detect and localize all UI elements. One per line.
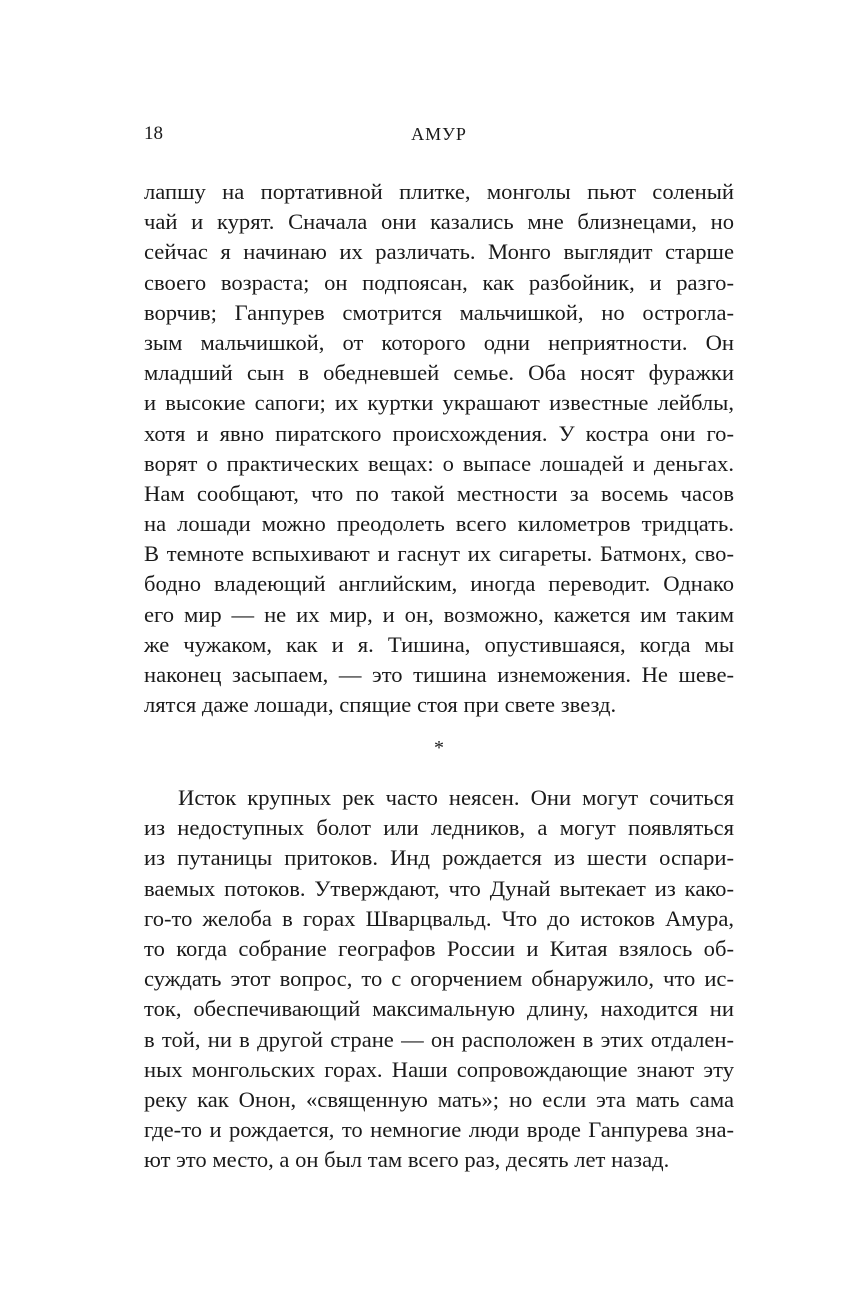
text-line: лятся даже лошади, спящие стоя при свете звезд. xyxy=(144,692,617,718)
text-line: своего возраста; он подпоясан, как разбойник, и разго- xyxy=(144,269,734,295)
page-number: 18 xyxy=(144,123,163,144)
text-line: то когда собрание географов России и Китая взялось об- xyxy=(144,935,734,961)
text-line: же чужаком, как и я. Тишина, опустившаяся, когда мы xyxy=(144,631,734,657)
text-line: бодно владеющий английским, иногда переводит. Однако xyxy=(144,571,734,597)
text-line: ворят о практических вещах: о выпасе лошадей и деньгах. xyxy=(144,450,734,476)
text-line: из недоступных болот или ледников, а могут появляться xyxy=(144,815,734,841)
text-line: сейчас я начинаю их различать. Монго выглядит старше xyxy=(144,239,734,265)
paragraph-2 xyxy=(144,783,734,1175)
text-line: суждать этот вопрос, то с огорчением обнаружило, что ис- xyxy=(144,966,734,992)
text-line: Нам сообщают, что по такой местности за восемь часов xyxy=(144,480,734,506)
text-line: хотя и явно пиратского происхождения. У костра они го- xyxy=(144,420,734,446)
text-line: ют это место, а он был там всего раз, десять лет назад. xyxy=(144,1147,670,1173)
text-line: наконец засыпаем, — это тишина изнеможения. Не шеве- xyxy=(144,662,734,687)
text-line: ных монгольских горах. Наши сопровождающие знают эту xyxy=(144,1056,734,1082)
text-line: чай и курят. Сначала они казались мне близнецами, но xyxy=(144,209,734,235)
text-line: реку как Онон, «священную мать»; но если эта мать сама xyxy=(144,1086,734,1112)
text-line: В темноте вспыхивают и гаснут их сигареты. Батмонх, сво- xyxy=(144,541,734,567)
text-line: зым мальчишкой, от которого одни неприятности. Он xyxy=(144,329,734,355)
text-line: Исток крупных рек часто неясен. Они могут сочиться xyxy=(178,785,734,810)
text-line: го-то желоба в горах Шварцвальд. Что до истоков Амура, xyxy=(144,905,734,931)
text-line: ваемых потоков. Утверждают, что Дунай вытекает из како- xyxy=(144,875,734,901)
text-line: в той, ни в другой стране — он расположен в этих отдален- xyxy=(144,1026,734,1052)
text-line: лапшу на портативной плитке, монголы пьют соленый xyxy=(144,179,734,204)
running-title: АМУР xyxy=(411,124,467,144)
text-line: из путаницы притоков. Инд рождается из шести оспари- xyxy=(144,845,734,871)
section-divider: * xyxy=(434,737,444,759)
text-line: его мир — не их мир, и он, возможно, кажется им таким xyxy=(144,601,734,627)
text-line: на лошади можно преодолеть всего километров тридцать. xyxy=(144,511,734,537)
text-line: где-то и рождается, то немногие люди вроде Ганпурева зна- xyxy=(144,1117,734,1143)
text-line: и высокие сапоги; их куртки украшают известные лейблы, xyxy=(144,390,734,416)
text-line: ток, обеспечивающий максимальную длину, находится ни xyxy=(144,996,734,1022)
text-line: ворчив; Ганпурев смотрится мальчишкой, но острогла- xyxy=(144,299,734,325)
paragraph-1 xyxy=(144,177,734,720)
text-line: младший сын в обедневшей семье. Оба носят фуражки xyxy=(144,360,734,386)
running-header xyxy=(144,121,734,147)
